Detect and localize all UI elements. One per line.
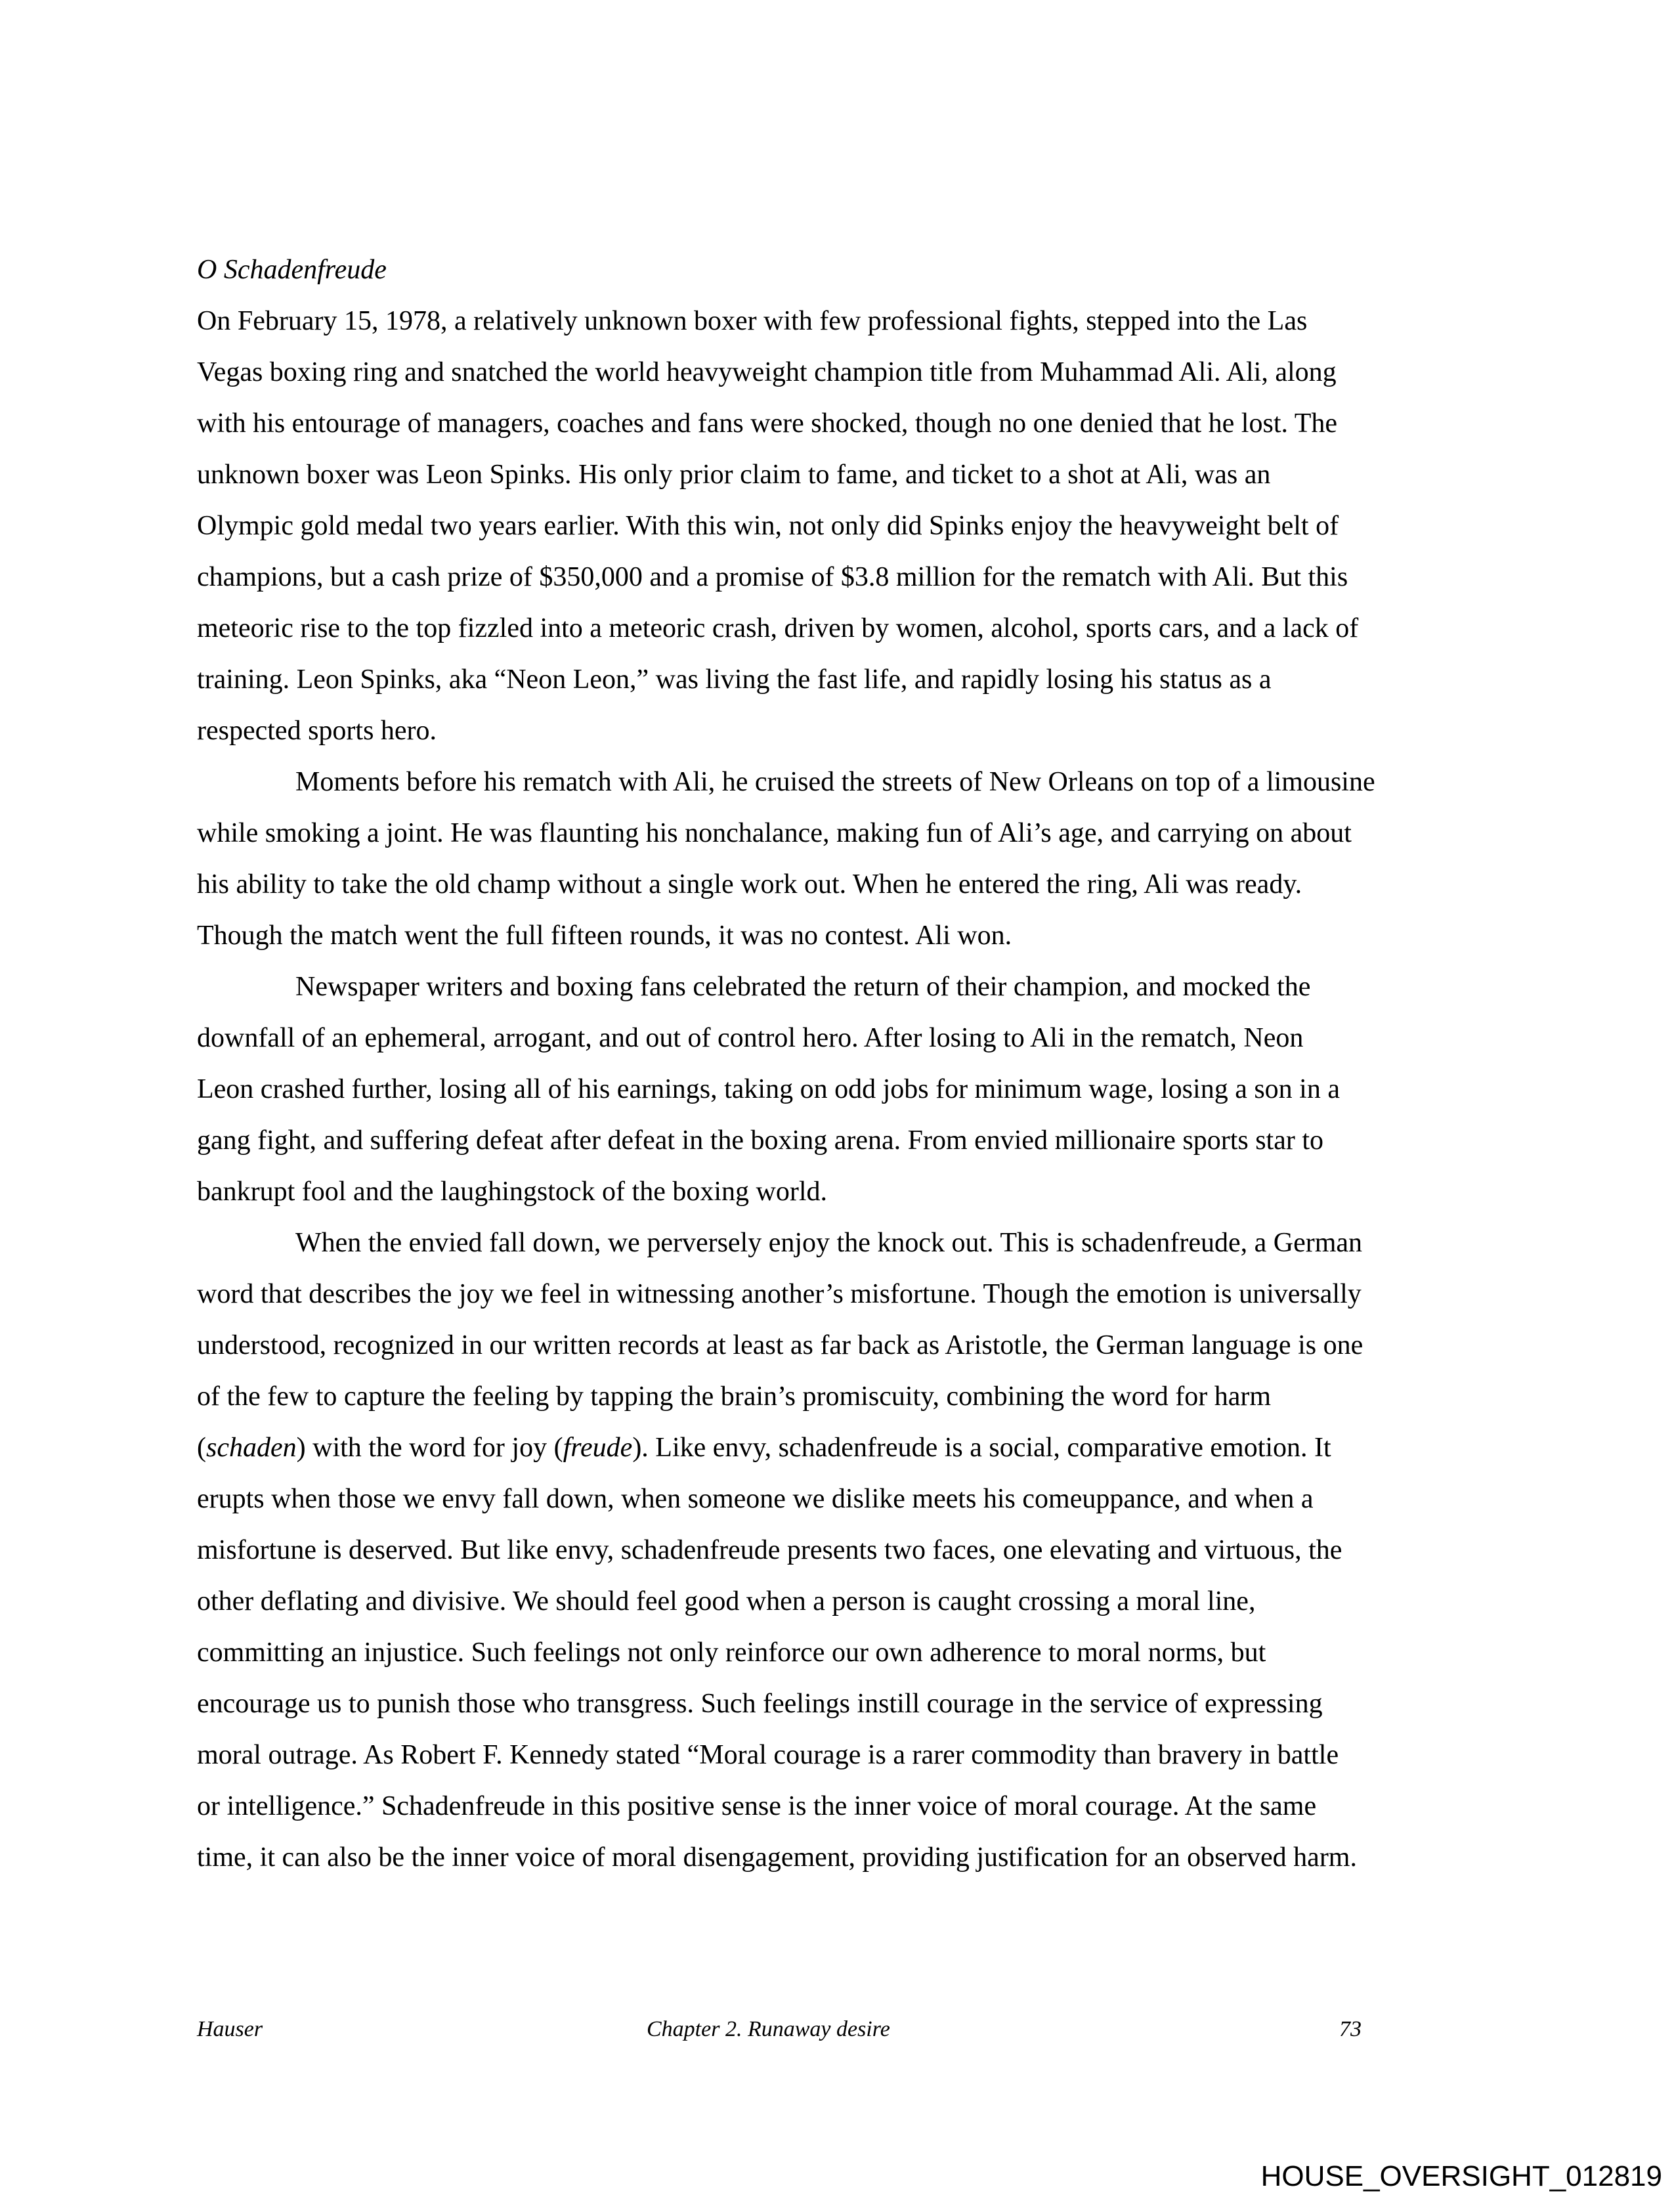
text-line: training. Leon Spinks, aka “Neon Leon,” was living the fast life, and rapidly losing his status as a: [197, 664, 1272, 695]
text-segment: (: [197, 1433, 206, 1463]
italic-term: freude: [563, 1433, 633, 1463]
text-line: while smoking a joint. He was flaunting his nonchalance, making fun of Ali’s age, and carrying on about: [197, 818, 1352, 848]
text-line: word that describes the joy we feel in witnessing another’s misfortune. Though the emotion is universally: [197, 1279, 1362, 1309]
text-line: Newspaper writers and boxing fans celebrated the return of their champion, and mocked the: [295, 972, 1311, 1002]
text-line: time, it can also be the inner voice of moral disengagement, providing justification for an observed harm.: [197, 1842, 1357, 1873]
text-line: On February 15, 1978, a relatively unknown boxer with few professional fights, stepped into the Las: [197, 306, 1308, 336]
text-line: of the few to capture the feeling by tapping the brain’s promiscuity, combining the word for harm: [197, 1381, 1271, 1412]
text-line: misfortune is deserved. But like envy, schadenfreude presents two faces, one elevating and virtuous, the: [197, 1535, 1342, 1565]
body-paragraph: [197, 756, 1484, 961]
text-segment: ) with the word for joy (: [296, 1433, 563, 1463]
text-line: with his entourage of managers, coaches and fans were shocked, though no one denied that he lost. The: [197, 408, 1338, 439]
text-line: champions, but a cash prize of $350,000 and a promise of $3.8 million for the rematch with Ali. But this: [197, 562, 1348, 592]
text-line: Vegas boxing ring and snatched the world heavyweight champion title from Muhammad Ali. Ali, along: [197, 357, 1337, 387]
text-line: Leon crashed further, losing all of his earnings, taking on odd jobs for minimum wage, losing a son in a: [197, 1074, 1340, 1104]
text-line: understood, recognized in our written records at least as far back as Aristotle, the German language is one: [197, 1330, 1363, 1360]
text-line: other deflating and divisive. We should feel good when a person is caught crossing a moral line,: [197, 1586, 1256, 1616]
page-body: [197, 244, 1484, 1883]
text-line: Olympic gold medal two years earlier. With this win, not only did Spinks enjoy the heavyweight belt of: [197, 511, 1339, 541]
bates-stamp: HOUSE_OVERSIGHT_012819: [1260, 2160, 1662, 2192]
italic-term: schaden: [206, 1433, 297, 1463]
text-segment: ). Like envy, schadenfreude is a social, comparative emotion. It: [632, 1433, 1331, 1463]
footer-chapter-title: Chapter 2. Runaway desire: [647, 2017, 890, 2041]
text-line: When the envied fall down, we perversely enjoy the knock out. This is schadenfreude, a German: [295, 1228, 1363, 1258]
text-line: moral outrage. As Robert F. Kennedy stated “Moral courage is a rarer commodity than bravery in battle: [197, 1740, 1339, 1770]
text-line: committing an injustice. Such feelings not only reinforce our own adherence to moral norms, but: [197, 1637, 1266, 1668]
text-line: erupts when those we envy fall down, when someone we dislike meets his comeuppance, and when a: [197, 1484, 1314, 1514]
text-line: bankrupt fool and the laughingstock of the boxing world.: [197, 1177, 827, 1207]
text-line: Though the match went the full fifteen rounds, it was no contest. Ali won.: [197, 921, 1012, 951]
section-heading: O Schadenfreude: [197, 255, 387, 285]
text-line: meteoric rise to the top fizzled into a meteoric crash, driven by women, alcohol, sports cars, and a lack of: [197, 613, 1359, 643]
text-line: his ability to take the old champ without a single work out. When he entered the ring, Ali was ready.: [197, 869, 1302, 900]
footer-page-number: 73: [1339, 2017, 1362, 2041]
text-line: or intelligence.” Schadenfreude in this positive sense is the inner voice of moral courage. At the same: [197, 1791, 1317, 1821]
text-line: Moments before his rematch with Ali, he cruised the streets of New Orleans on top of a limousine: [295, 767, 1375, 797]
text-line: gang fight, and suffering defeat after defeat in the boxing arena. From envied millionaire sports star to: [197, 1125, 1324, 1156]
text-line: downfall of an ephemeral, arrogant, and out of control hero. After losing to Ali in the rematch, Neon: [197, 1023, 1304, 1053]
body-paragraph: [197, 961, 1484, 1217]
page-footer: [0, 2017, 1674, 2056]
body-paragraph: [197, 1217, 1484, 1883]
paragraphs-container: [197, 295, 1484, 1883]
text-line: unknown boxer was Leon Spinks. His only prior claim to fame, and ticket to a shot at Ali, was an: [197, 460, 1271, 490]
text-line: [197, 1422, 1484, 1473]
body-paragraph: [197, 295, 1484, 756]
text-line: encourage us to punish those who transgress. Such feelings instill courage in the service of expressing: [197, 1689, 1323, 1719]
text-line: respected sports hero.: [197, 716, 437, 746]
footer-author: Hauser: [197, 2017, 263, 2041]
